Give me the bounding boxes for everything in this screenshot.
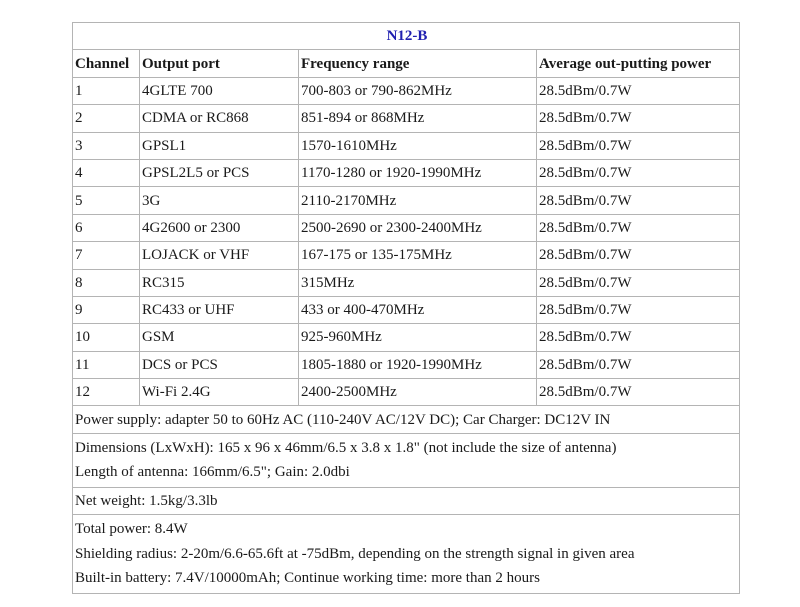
frequency-cell: 1570-1610MHz bbox=[299, 132, 537, 159]
channel-cell: 12 bbox=[73, 379, 140, 406]
power-cell: 28.5dBm/0.7W bbox=[537, 379, 740, 406]
frequency-cell: 433 or 400-470MHz bbox=[299, 296, 537, 323]
frequency-cell: 1170-1280 or 1920-1990MHz bbox=[299, 159, 537, 186]
frequency-cell: 2110-2170MHz bbox=[299, 187, 537, 214]
table-row bbox=[73, 269, 740, 296]
shielding-text: Shielding radius: 2-20m/6.6-65.6ft at -75dBm, depending on the strength signal in given area bbox=[75, 545, 635, 562]
power-cell: 28.5dBm/0.7W bbox=[537, 242, 740, 269]
table-row bbox=[73, 214, 740, 241]
power-cell: 28.5dBm/0.7W bbox=[537, 187, 740, 214]
total-power-text: Total power: 8.4W bbox=[75, 521, 188, 538]
power-cell: 28.5dBm/0.7W bbox=[537, 324, 740, 351]
header-output-port: Output port bbox=[140, 50, 299, 77]
title-row bbox=[73, 23, 740, 50]
power-supply-row bbox=[73, 406, 740, 433]
header-channel: Channel bbox=[73, 50, 140, 77]
battery-text: Built-in battery: 7.4V/10000mAh; Continue working time: more than 2 hours bbox=[75, 570, 540, 587]
frequency-cell: 2500-2690 or 2300-2400MHz bbox=[299, 214, 537, 241]
frequency-cell: 1805-1880 or 1920-1990MHz bbox=[299, 351, 537, 378]
table-row bbox=[73, 379, 740, 406]
output-port-cell: CDMA or RC868 bbox=[140, 105, 299, 132]
channel-cell: 6 bbox=[73, 214, 140, 241]
table-row bbox=[73, 132, 740, 159]
power-cell: 28.5dBm/0.7W bbox=[537, 132, 740, 159]
table-title: N12-B bbox=[73, 23, 740, 50]
frequency-cell: 851-894 or 868MHz bbox=[299, 105, 537, 132]
channel-cell: 2 bbox=[73, 105, 140, 132]
power-battery-cell bbox=[73, 515, 740, 594]
power-cell: 28.5dBm/0.7W bbox=[537, 296, 740, 323]
table-row bbox=[73, 324, 740, 351]
power-cell: 28.5dBm/0.7W bbox=[537, 105, 740, 132]
spec-table bbox=[72, 22, 740, 594]
power-cell: 28.5dBm/0.7W bbox=[537, 214, 740, 241]
table-row bbox=[73, 296, 740, 323]
output-port-cell: 4G2600 or 2300 bbox=[140, 214, 299, 241]
channel-cell: 7 bbox=[73, 242, 140, 269]
frequency-cell: 315MHz bbox=[299, 269, 537, 296]
net-weight-text: Net weight: 1.5kg/3.3lb bbox=[73, 487, 740, 514]
header-average-power: Average out-putting power bbox=[537, 50, 740, 77]
antenna-text: Length of antenna: 166mm/6.5"; Gain: 2.0dbi bbox=[75, 464, 350, 481]
table-row bbox=[73, 351, 740, 378]
frequency-cell: 167-175 or 135-175MHz bbox=[299, 242, 537, 269]
channel-cell: 9 bbox=[73, 296, 140, 323]
channel-cell: 8 bbox=[73, 269, 140, 296]
output-port-cell: RC433 or UHF bbox=[140, 296, 299, 323]
header-row bbox=[73, 50, 740, 77]
channel-cell: 10 bbox=[73, 324, 140, 351]
output-port-cell: 4GLTE 700 bbox=[140, 77, 299, 104]
dimensions-cell bbox=[73, 433, 740, 487]
frequency-cell: 925-960MHz bbox=[299, 324, 537, 351]
power-cell: 28.5dBm/0.7W bbox=[537, 269, 740, 296]
output-port-cell: 3G bbox=[140, 187, 299, 214]
header-frequency-range: Frequency range bbox=[299, 50, 537, 77]
dimensions-row bbox=[73, 433, 740, 487]
channel-cell: 1 bbox=[73, 77, 140, 104]
power-supply-text: Power supply: adapter 50 to 60Hz AC (110-240V AC/12V DC); Car Charger: DC12V IN bbox=[73, 406, 740, 433]
output-port-cell: GSM bbox=[140, 324, 299, 351]
table-row bbox=[73, 187, 740, 214]
output-port-cell: RC315 bbox=[140, 269, 299, 296]
power-cell: 28.5dBm/0.7W bbox=[537, 77, 740, 104]
frequency-cell: 2400-2500MHz bbox=[299, 379, 537, 406]
output-port-cell: DCS or PCS bbox=[140, 351, 299, 378]
channel-cell: 5 bbox=[73, 187, 140, 214]
power-cell: 28.5dBm/0.7W bbox=[537, 159, 740, 186]
table-row bbox=[73, 159, 740, 186]
channel-cell: 4 bbox=[73, 159, 140, 186]
power-battery-row bbox=[73, 515, 740, 594]
dimensions-text: Dimensions (LxWxH): 165 x 96 x 46mm/6.5 x 3.8 x 1.8" (not include the size of antenna) bbox=[75, 439, 617, 456]
power-cell: 28.5dBm/0.7W bbox=[537, 351, 740, 378]
table-row bbox=[73, 77, 740, 104]
output-port-cell: LOJACK or VHF bbox=[140, 242, 299, 269]
output-port-cell: GPSL2L5 or PCS bbox=[140, 159, 299, 186]
channel-cell: 11 bbox=[73, 351, 140, 378]
output-port-cell: GPSL1 bbox=[140, 132, 299, 159]
net-weight-row bbox=[73, 487, 740, 514]
table-row bbox=[73, 242, 740, 269]
output-port-cell: Wi-Fi 2.4G bbox=[140, 379, 299, 406]
table-row bbox=[73, 105, 740, 132]
channel-cell: 3 bbox=[73, 132, 140, 159]
frequency-cell: 700-803 or 790-862MHz bbox=[299, 77, 537, 104]
